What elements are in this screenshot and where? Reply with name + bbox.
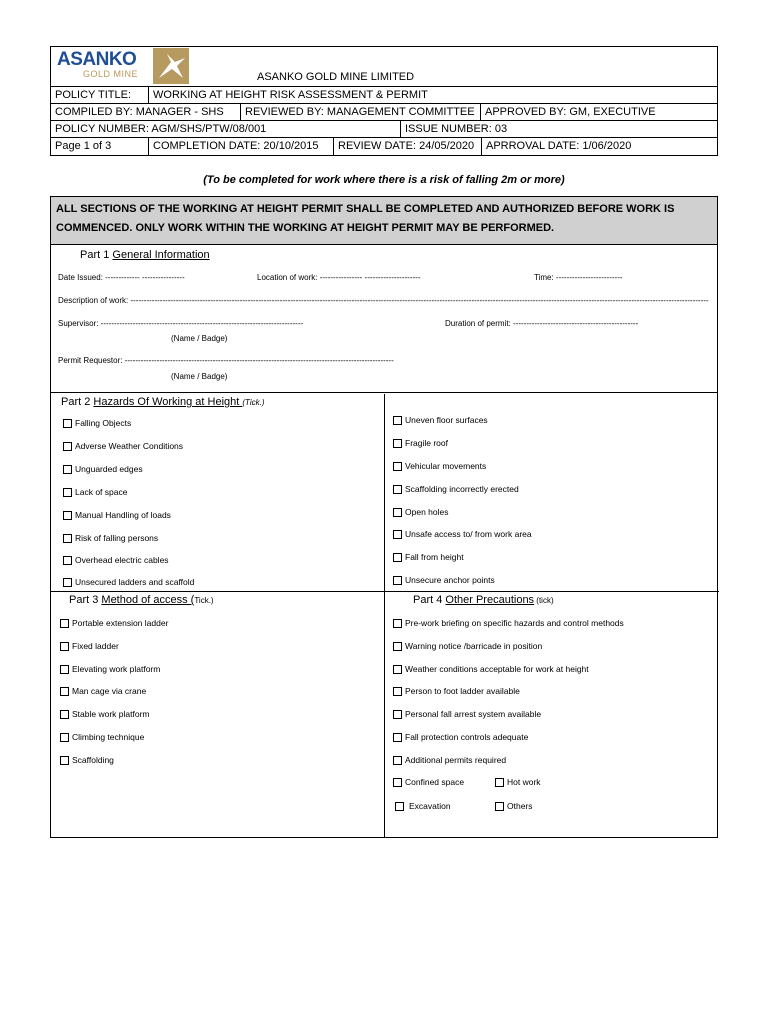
permit-requestor-field[interactable]: Permit Requestor: ----------------------------------------------------------------------------------------------------- (58, 356, 394, 365)
checkbox-icon[interactable] (495, 802, 504, 811)
access-label: Scaffolding (72, 755, 114, 765)
checkbox-icon[interactable] (495, 778, 504, 787)
part2-title (61, 396, 265, 408)
access-checkbox[interactable] (60, 641, 119, 651)
access-checkbox[interactable] (60, 732, 144, 742)
document-header (50, 46, 718, 156)
part4-tick-note: (tick) (534, 596, 554, 605)
checkbox-icon[interactable] (63, 465, 72, 474)
checkbox-icon[interactable] (60, 710, 69, 719)
compiled-row (51, 104, 717, 121)
hazard-label: Uneven floor surfaces (405, 415, 488, 425)
precaution-label: Fall protection controls adequate (405, 732, 529, 742)
precaution-checkbox[interactable] (393, 618, 624, 628)
policy-number-row (51, 121, 717, 138)
hazard-label: Overhead electric cables (75, 555, 169, 565)
access-label: Stable work platform (72, 709, 150, 719)
hazard-label: Unsecure anchor points (405, 575, 495, 585)
part3-title-text: Method of access ( (101, 594, 195, 606)
review-date: REVIEW DATE: 24/05/2020 (334, 138, 482, 155)
precaution-checkbox[interactable] (393, 664, 589, 674)
checkbox-icon[interactable] (393, 619, 402, 628)
hazard-checkbox[interactable] (393, 552, 464, 562)
hazard-checkbox[interactable] (63, 577, 194, 587)
checkbox-icon[interactable] (393, 416, 402, 425)
hazard-checkbox[interactable] (393, 438, 448, 448)
checkbox-icon[interactable] (60, 619, 69, 628)
part2-prefix: Part 2 (61, 396, 94, 408)
hazard-checkbox[interactable] (63, 441, 183, 451)
checkbox-icon[interactable] (60, 642, 69, 651)
checkbox-icon[interactable] (393, 530, 402, 539)
precaution-checkbox[interactable] (393, 709, 541, 719)
others-label: Others (507, 801, 533, 811)
part4-other-precautions (385, 592, 719, 837)
access-checkbox[interactable] (60, 664, 160, 674)
part4-title (413, 594, 554, 606)
precaution-label: Personal fall arrest system available (405, 709, 542, 719)
access-checkbox[interactable] (60, 686, 146, 696)
part4-title-text: Other Precautions (445, 594, 535, 606)
checkbox-icon[interactable] (63, 534, 72, 543)
checkbox-icon[interactable] (393, 756, 402, 765)
checkbox-icon[interactable] (393, 665, 402, 674)
checkbox-icon[interactable] (393, 462, 402, 471)
checkbox-icon[interactable] (63, 488, 72, 497)
hazard-label: Unsafe access to/ from work area (405, 529, 532, 539)
logo-subtitle: GOLD MINE (83, 69, 139, 79)
checkbox-icon[interactable] (63, 442, 72, 451)
checkbox-icon[interactable] (395, 802, 404, 811)
access-label: Portable extension ladder (72, 618, 169, 628)
checkbox-icon[interactable] (63, 556, 72, 565)
hazard-label: Unsecured ladders and scaffold (75, 577, 195, 587)
hazard-checkbox[interactable] (63, 510, 171, 520)
page-number: Page 1 of 3 (51, 138, 149, 155)
checkbox-icon[interactable] (393, 508, 402, 517)
checkbox-icon[interactable] (393, 778, 402, 787)
hazard-label: Risk of falling persons (75, 533, 159, 543)
excavation-checkbox[interactable] (395, 801, 451, 811)
hazard-label: Fall from height (405, 552, 464, 562)
part3-part4-section (51, 592, 719, 837)
hazard-label: Lack of space (75, 487, 128, 497)
others-checkbox[interactable] (495, 801, 533, 811)
checkbox-icon[interactable] (393, 733, 402, 742)
part1-title-text: General Information (112, 249, 210, 261)
precaution-checkbox[interactable] (393, 732, 528, 742)
precaution-label: Additional permits required (405, 755, 507, 765)
policy-number: POLICY NUMBER: AGM/SHS/PTW/08/001 (51, 121, 401, 137)
company-name: ASANKO GOLD MINE LIMITED (257, 71, 415, 83)
excavation-label: Excavation (409, 801, 451, 811)
checkbox-icon[interactable] (63, 419, 72, 428)
hazard-checkbox[interactable] (393, 415, 488, 425)
approval-date: APRROVAL DATE: 1/06/2020 (486, 140, 632, 152)
time-field[interactable]: Time: ------------------------- (534, 273, 623, 282)
checkbox-icon[interactable] (60, 687, 69, 696)
hazard-checkbox[interactable] (393, 529, 532, 539)
precaution-checkbox[interactable] (393, 755, 506, 765)
hazard-label: Scaffolding incorrectly erected (405, 484, 519, 494)
checkbox-icon[interactable] (60, 756, 69, 765)
precaution-checkbox[interactable] (393, 686, 520, 696)
access-checkbox[interactable] (60, 618, 168, 628)
checkbox-icon[interactable] (393, 642, 402, 651)
policy-title-label: POLICY TITLE: (51, 87, 149, 103)
part2-tick-note: (Tick.) (242, 398, 265, 407)
hazard-label: Open holes (405, 507, 449, 517)
policy-title-row (51, 87, 717, 104)
hazard-checkbox[interactable] (63, 555, 169, 565)
header-top-row (51, 47, 717, 87)
checkbox-icon[interactable] (63, 511, 72, 520)
checkbox-icon[interactable] (393, 485, 402, 494)
date-issued-field[interactable]: Date Issued: ------------- ---------------- (58, 273, 185, 282)
location-field[interactable]: Location of work: ---------------- --------------------- (257, 273, 421, 282)
logo-word: ASANKO (57, 49, 137, 70)
compiled-by: COMPILED BY: MANAGER - SHS (51, 104, 241, 120)
part4-prefix: Part 4 (413, 594, 446, 606)
hazard-label: Adverse Weather Conditions (75, 441, 184, 451)
hot-work-checkbox[interactable] (495, 777, 541, 787)
precaution-label: Person to foot ladder available (405, 686, 520, 696)
hazard-label: Fragile roof (405, 438, 448, 448)
hazard-label: Manual Handling of loads (75, 510, 171, 520)
permit-form (50, 196, 718, 838)
precaution-label: Weather conditions acceptable for work at height (405, 664, 589, 674)
hazard-label: Vehicular movements (405, 461, 487, 471)
duration-field[interactable]: Duration of permit: ----------------------------------------------- (445, 319, 639, 328)
banner-line-2: COMMENCED. ONLY WORK WITHIN THE WORKING AT HEIGHT PERMIT MAY BE PERFORMED. (56, 222, 555, 234)
requestor-name-badge-label: (Name / Badge) (171, 372, 228, 381)
access-label: Fixed ladder (72, 641, 119, 651)
part2-title-text: Hazards Of Working at Height (93, 396, 243, 408)
hazard-checkbox[interactable] (63, 487, 127, 497)
hazard-label: Unguarded edges (75, 464, 143, 474)
part2-hazards (51, 394, 719, 592)
supervisor-name-badge-label: (Name / Badge) (171, 334, 228, 343)
banner-line-1: ALL SECTIONS OF THE WORKING AT HEIGHT PERMIT SHALL BE COMPLETED AND AUTHORIZED BEFORE WORK IS (56, 203, 675, 215)
description-field[interactable]: Description of work: ------------------------------------------------------------------------------------------------------------------------------------------------------------------------------------------------------------------------- (58, 296, 709, 305)
checkbox-icon[interactable] (393, 553, 402, 562)
access-checkbox[interactable] (60, 755, 114, 765)
checkbox-icon[interactable] (60, 733, 69, 742)
precaution-label: Warning notice /barricade in position (405, 641, 543, 651)
hazard-checkbox[interactable] (393, 507, 448, 517)
part3-tick-note: Tick.) (194, 596, 214, 605)
reviewed-by: REVIEWED BY: MANAGEMENT COMMITTEE (241, 104, 481, 120)
hazard-checkbox[interactable] (63, 464, 143, 474)
confined-space-checkbox[interactable] (393, 777, 464, 787)
part2-right-column (385, 394, 719, 591)
precaution-label: Pre-work briefing on specific hazards and control methods (405, 618, 624, 628)
hazard-checkbox[interactable] (63, 533, 158, 543)
policy-title: WORKING AT HEIGHT RISK ASSESSMENT & PERMIT (153, 89, 428, 101)
part3-method-of-access (51, 592, 385, 837)
hazard-checkbox[interactable] (63, 418, 131, 428)
completion-date: COMPLETION DATE: 20/10/2015 (149, 138, 334, 155)
access-label: Climbing technique (72, 732, 145, 742)
access-checkbox[interactable] (60, 709, 149, 719)
checkbox-icon[interactable] (393, 687, 402, 696)
instruction-note: (To be completed for work where there is a risk of falling 2m or more) (203, 174, 565, 186)
part3-title (69, 594, 214, 606)
part3-prefix: Part 3 (69, 594, 102, 606)
dates-row (51, 138, 717, 155)
access-label: Elevating work platform (72, 664, 161, 674)
approved-by: APPROVED BY: GM, EXECUTIVE (485, 106, 656, 118)
confined-space-label: Confined space (405, 777, 465, 787)
supervisor-field[interactable]: Supervisor: ---------------------------------------------------------------------------- (58, 319, 304, 328)
hazard-checkbox[interactable] (393, 484, 519, 494)
company-logo (57, 49, 185, 83)
issue-number: ISSUE NUMBER: 03 (405, 123, 508, 135)
checkbox-icon[interactable] (393, 576, 402, 585)
part1-title (80, 249, 210, 261)
hot-work-label: Hot work (507, 777, 541, 787)
part1-prefix: Part 1 (80, 249, 113, 261)
part2-left-column (51, 394, 385, 591)
access-label: Man cage via crane (72, 686, 147, 696)
part1-general-information (51, 245, 717, 393)
checkbox-icon[interactable] (393, 710, 402, 719)
hazard-checkbox[interactable] (393, 461, 486, 471)
hazard-label: Falling Objects (75, 418, 132, 428)
checkbox-icon[interactable] (60, 665, 69, 674)
hazard-checkbox[interactable] (393, 575, 495, 585)
checkbox-icon[interactable] (63, 578, 72, 587)
star-emblem-icon (153, 48, 189, 84)
checkbox-icon[interactable] (393, 439, 402, 448)
warning-banner (51, 197, 717, 245)
precaution-checkbox[interactable] (393, 641, 542, 651)
